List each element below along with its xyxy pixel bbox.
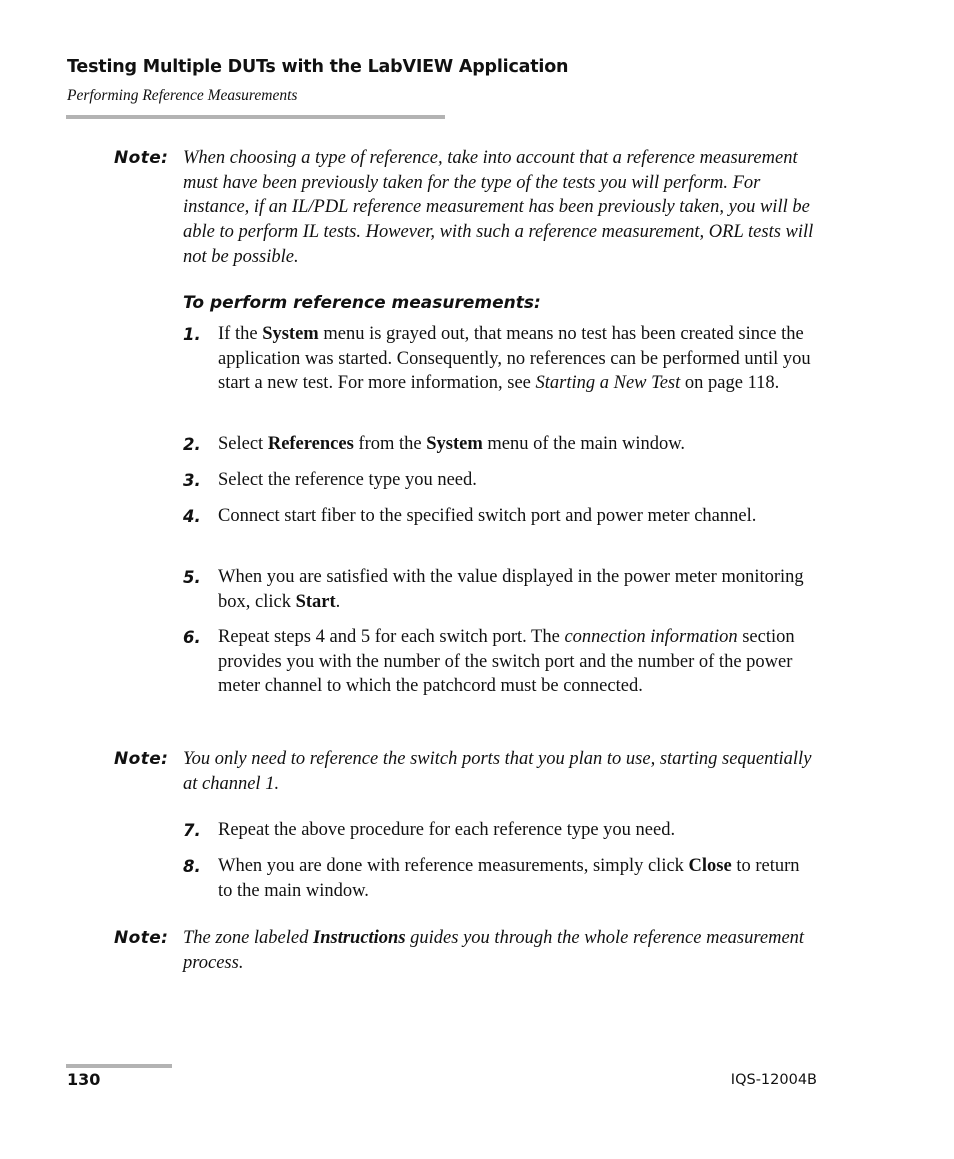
- step-text: Select the reference type you need.: [218, 470, 477, 490]
- footer-divider: [66, 1064, 172, 1068]
- menu-name: System: [262, 324, 319, 344]
- step-text: If the System menu is grayed out, that means no test has been created since the application was started. Consequently, no references can be performed until you start a new test. For more information, see Starting a New Test on page 118.: [218, 324, 811, 394]
- step-text: Repeat the above procedure for each reference type you need.: [218, 820, 676, 840]
- note-label: Note:: [114, 928, 169, 948]
- running-header-subtitle: Performing Reference Measurements: [67, 87, 298, 104]
- page-number: 130: [67, 1070, 101, 1089]
- note-label: Note:: [114, 148, 169, 168]
- step-text: When you are done with reference measurements, simply click Close to return to the main window.: [218, 856, 800, 901]
- menu-name: System: [426, 434, 483, 454]
- running-header-title: Testing Multiple DUTs with the LabVIEW Application: [67, 57, 569, 77]
- step-text: When you are satisfied with the value displayed in the power meter monitoring box, click Start.: [218, 567, 804, 612]
- step-number: 1.: [183, 325, 201, 344]
- step-number: 3.: [183, 471, 201, 490]
- cross-reference-link[interactable]: Starting a New Test: [535, 373, 681, 394]
- step-text: Repeat steps 4 and 5 for each switch port. The connection information section provides you with the number of the switch port and the number of the power meter channel to which the patchcord must be connected.: [218, 627, 795, 697]
- step-number: 5.: [183, 568, 201, 587]
- button-name: Close: [688, 856, 732, 876]
- step-text: Select References from the System menu of the main window.: [218, 434, 686, 454]
- header-divider: [66, 115, 445, 119]
- note-text: The zone labeled Instructions guides you through the whole reference measurement process.: [183, 928, 805, 973]
- step-text: Connect start fiber to the specified switch port and power meter channel.: [218, 506, 757, 526]
- step-number: 2.: [183, 435, 201, 454]
- button-name: Start: [295, 591, 336, 612]
- zone-name: Instructions: [313, 928, 406, 948]
- step-number: 6.: [183, 628, 201, 647]
- note-text: You only need to reference the switch ports that you plan to use, starting sequentially at channel 1.: [183, 749, 812, 794]
- document-code: IQS-12004B: [730, 1072, 817, 1088]
- step-number: 8.: [183, 857, 201, 876]
- step-number: 7.: [183, 821, 201, 840]
- section-name: connection information: [564, 627, 738, 647]
- note-label: Note:: [114, 749, 169, 769]
- menu-item-name: References: [267, 434, 354, 454]
- note-text: When choosing a type of reference, take into account that a reference measurement must have been previously taken for the type of the tests you will perform. For instance, if an IL/PDL reference measurement has been previously taken, you will be able to perform IL tests. However, with such a reference measurement, ORL tests will not be possible.: [183, 148, 814, 267]
- procedure-title: To perform reference measurements:: [183, 293, 541, 313]
- step-number: 4.: [183, 507, 201, 526]
